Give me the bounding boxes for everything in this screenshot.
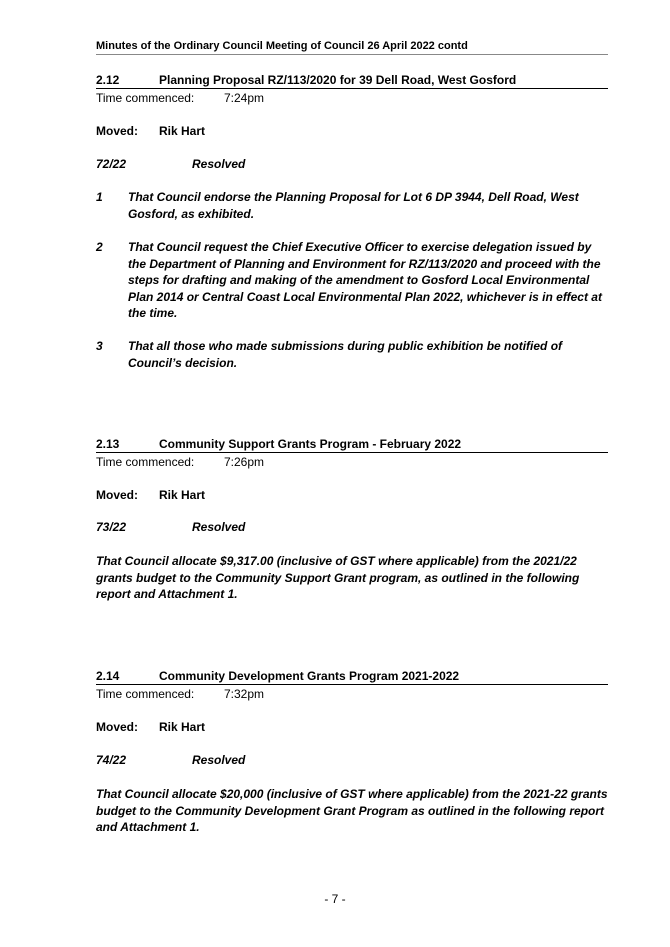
time-label: Time commenced:	[96, 687, 195, 701]
point-number: 2	[96, 240, 103, 254]
point-text: That Council endorse the Planning Proposal for Lot 6 DP 3944, Dell Road, West Gosford, as exhibited.	[128, 190, 579, 221]
time-value: 7:32pm	[224, 687, 265, 701]
moved-line	[96, 720, 205, 734]
moved-by: Rik Hart	[159, 488, 206, 502]
resolution-status: Resolved	[192, 157, 246, 171]
resolution-number: 72/22	[96, 157, 127, 171]
page-number: - 7 -	[324, 892, 346, 906]
point-text: That all those who made submissions during public exhibition be notified of Council’s decision.	[128, 339, 563, 370]
resolution-number: 74/22	[96, 753, 127, 767]
resolution-text: That Council allocate $20,000 (inclusive of GST where applicable) from the 2021-22 grants budget to the Community Development Grant Program as outlined in the following report and Attachment 1.	[96, 787, 608, 834]
item-heading-2-12	[96, 73, 608, 89]
moved-by: Rik Hart	[159, 124, 206, 138]
point-number: 3	[96, 339, 103, 353]
resolution-line	[96, 520, 245, 534]
item-number: 2.14	[96, 669, 120, 683]
resolution-status: Resolved	[192, 753, 246, 767]
moved-label: Moved:	[96, 488, 138, 502]
item-number: 2.12	[96, 73, 120, 87]
moved-line	[96, 124, 205, 138]
resolution-point	[96, 338, 608, 371]
moved-label: Moved:	[96, 124, 138, 138]
moved-by: Rik Hart	[159, 720, 206, 734]
time-commenced	[96, 687, 264, 701]
moved-line	[96, 488, 205, 502]
item-heading-2-13	[96, 437, 608, 453]
resolution-point	[96, 239, 608, 322]
running-header: Minutes of the Ordinary Council Meeting of Council 26 April 2022 contd	[96, 40, 608, 55]
resolution-line	[96, 753, 245, 767]
moved-label: Moved:	[96, 720, 138, 734]
resolution-text: That Council allocate $9,317.00 (inclusive of GST where applicable) from the 2021/22 grants budget to the Community Support Grant program, as outlined in the following report and Attachment 1.	[96, 554, 580, 601]
point-text: That Council request the Chief Executive Officer to exercise delegation issued by the Department of Planning and Environment for RZ/113/2020 and proceed with the steps for drafting and making of the amendment to Gosford Local Environmental Plan 2014 or Central Coast Local Environmental Plan 2022, whichever is in effect at the time.	[128, 240, 602, 320]
resolution-number: 73/22	[96, 520, 127, 534]
item-title: Community Development Grants Program 2021-2022	[159, 669, 460, 683]
time-value: 7:26pm	[224, 455, 265, 469]
resolution-status: Resolved	[192, 520, 246, 534]
time-commenced	[96, 455, 264, 469]
item-number: 2.13	[96, 437, 120, 451]
resolution-point	[96, 189, 608, 222]
point-number: 1	[96, 190, 103, 204]
resolution-line	[96, 157, 245, 171]
item-title: Planning Proposal RZ/113/2020 for 39 Dell Road, West Gosford	[159, 73, 517, 87]
item-heading-2-14	[96, 669, 608, 685]
time-label: Time commenced:	[96, 455, 195, 469]
time-label: Time commenced:	[96, 91, 195, 105]
time-commenced	[96, 91, 264, 105]
time-value: 7:24pm	[224, 91, 265, 105]
item-title: Community Support Grants Program - February 2022	[159, 437, 462, 451]
